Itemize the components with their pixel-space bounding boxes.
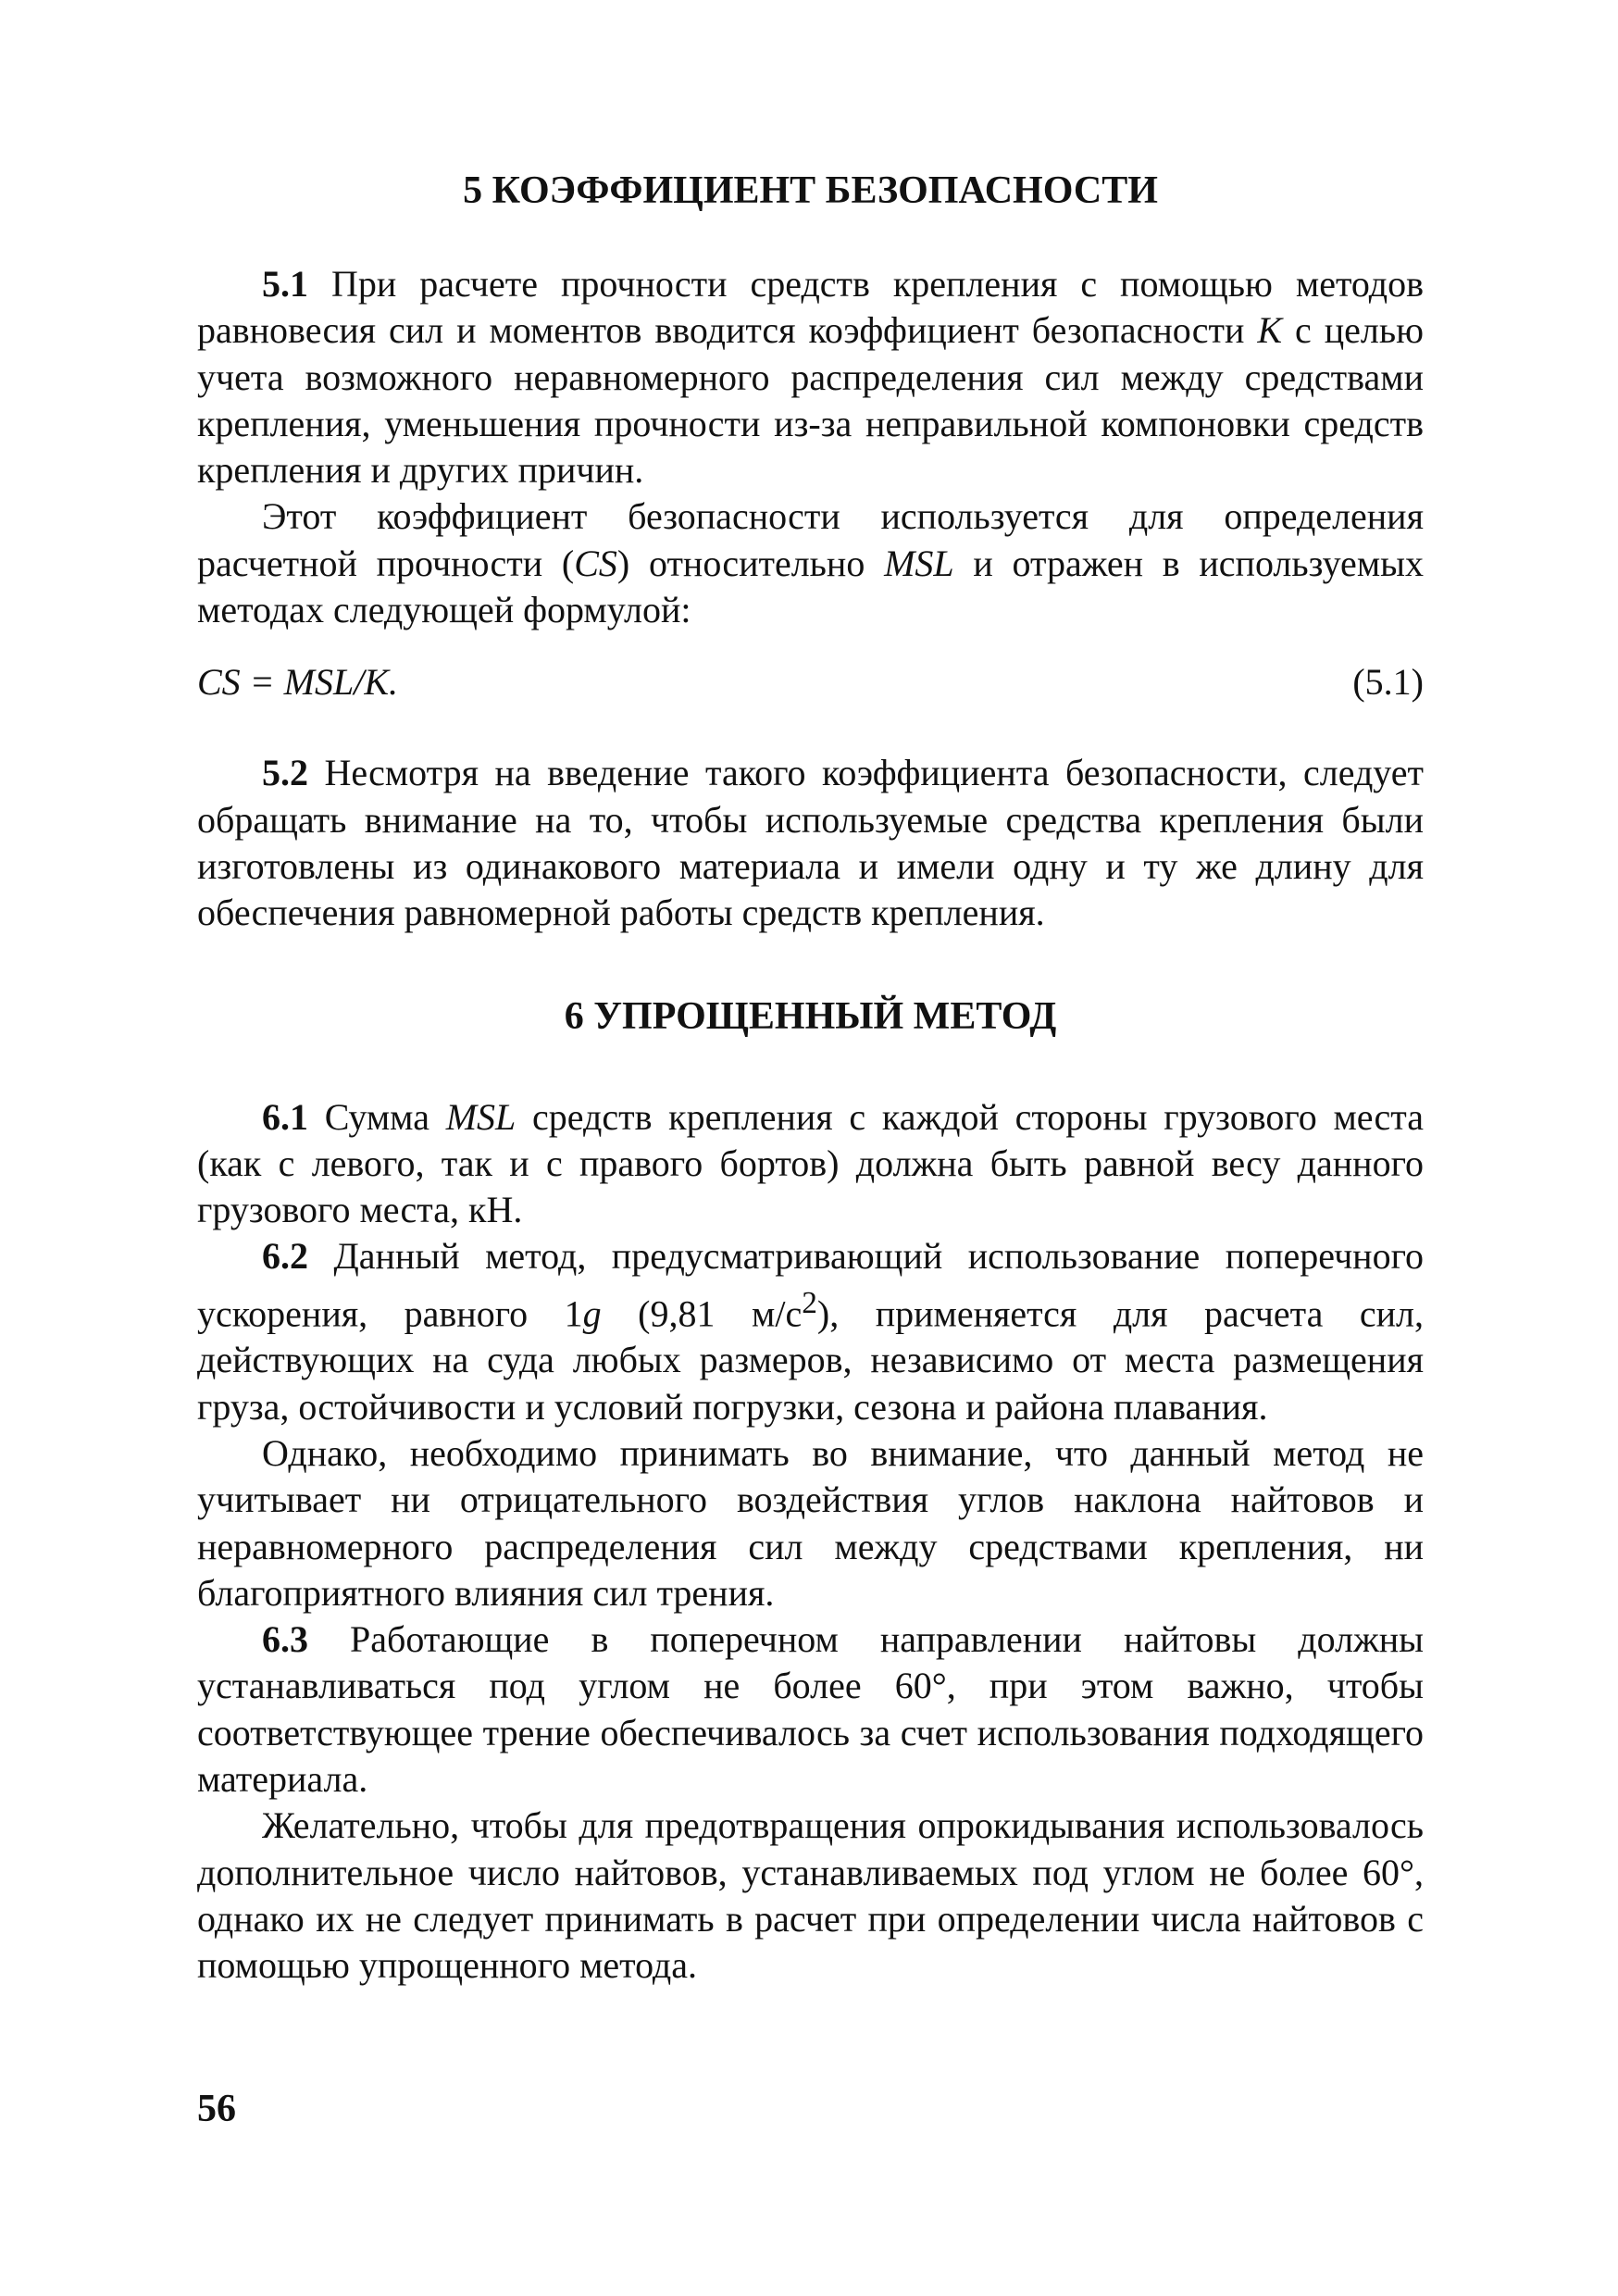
paragraph-text: и отражен в используемых методах следующей формулой: <box>197 542 1424 631</box>
paragraph-text: Этот коэффициент безопасности используется для определения расчетной прочности ( <box>197 495 1424 584</box>
formula-expression: CS = MSL/K. <box>197 661 399 704</box>
paragraph-6-1 <box>197 1094 1424 1234</box>
spacer <box>197 1041 1424 1094</box>
paragraph-5-1-continued <box>197 493 1424 633</box>
paragraph-6-2-continued: Однако, необходимо принимать во внимание, что данный метод не учитывает ни отрицательного воздействия углов наклона найтовов и неравномерного распределения сил между средствами крепления, ни благоприятного влияния сил трения. <box>197 1431 1424 1614</box>
paragraph-text: (9,81 м/с <box>601 1292 803 1335</box>
spacer <box>197 937 1424 992</box>
paragraph-text: Несмотря на введение такого коэффициента безопасности, следует обращать внимание на то, чтобы используемые средства крепления были изготовлены из одинакового материала и имели одну и ту же длину для обеспечения равномерной работы средств крепления. <box>197 752 1424 934</box>
clause-number: 6.2 <box>262 1235 308 1278</box>
paragraph-5-2 <box>197 750 1424 936</box>
formula-5-1 <box>197 659 1424 705</box>
page-number: 56 <box>197 2088 236 2130</box>
section-5-heading: 5 КОЭФФИЦИЕНТ БЕЗОПАСНОСТИ <box>463 169 1158 212</box>
spacer <box>197 705 1424 750</box>
paragraph-6-3-continued: Желательно, чтобы для предотвращения опрокидывания использовалось дополнительное число найтовов, устанавливаемых под углом не более 60°, однако их не следует принимать в расчет при определении числа найтовов с помощью упрощенного метода. <box>197 1804 1424 1987</box>
paragraph-text: Работающие в поперечном направлении найтовы должны устанавливаться под углом не более 60°, при этом важно, чтобы соответствующее трение обеспечивалось за счет использования подходящего материала. <box>197 1618 1424 1801</box>
paragraph-text: с целью учета возможного неравномерного распределения сил между средствами крепления, уменьшения прочности из-за неправильной компоновки средств крепления и других причин. <box>197 309 1425 492</box>
paragraph-5-1 <box>197 261 1424 493</box>
document-page <box>197 167 1424 1990</box>
section-6-heading: 6 УПРОЩЕННЫЙ МЕТОД <box>564 994 1057 1038</box>
superscript: 2 <box>802 1285 817 1320</box>
spacer <box>197 633 1424 659</box>
clause-number: 5.2 <box>262 752 308 794</box>
clause-number: 5.1 <box>262 263 308 305</box>
variable-msl: MSL <box>884 542 954 584</box>
paragraph-text: ), применяется для расчета сил, действующих на суда любых размеров, независимо от места размещения груза, остойчивости и условий погрузки, сезона и района плавания. <box>197 1292 1425 1428</box>
variable-msl: MSL <box>445 1095 517 1138</box>
paragraph-text: Сумма <box>308 1095 446 1138</box>
clause-number: 6.3 <box>262 1618 308 1661</box>
formula-number: (5.1) <box>1352 661 1424 704</box>
variable-g: g <box>582 1292 602 1335</box>
paragraph-6-2 <box>197 1233 1424 1430</box>
paragraph-text: При расчете прочности средств крепления с помощью методов равновесия сил и моментов вводится коэффициент безопасности <box>197 263 1424 352</box>
paragraph-text: Данный метод, предусматривающий использование поперечного ускорения, равного 1 <box>197 1235 1424 1335</box>
spacer <box>197 215 1424 261</box>
paragraph-6-3 <box>197 1616 1424 1803</box>
paragraph-text: ) относительно <box>616 542 885 584</box>
variable-cs: CS <box>574 542 617 584</box>
variable-k: K <box>1257 309 1283 352</box>
paragraph-text: средств крепления с каждой стороны грузового места (как с левого, так и с правого бортов) должна быть равной весу данного грузового места, кН. <box>197 1095 1424 1231</box>
clause-number: 6.1 <box>262 1095 308 1138</box>
